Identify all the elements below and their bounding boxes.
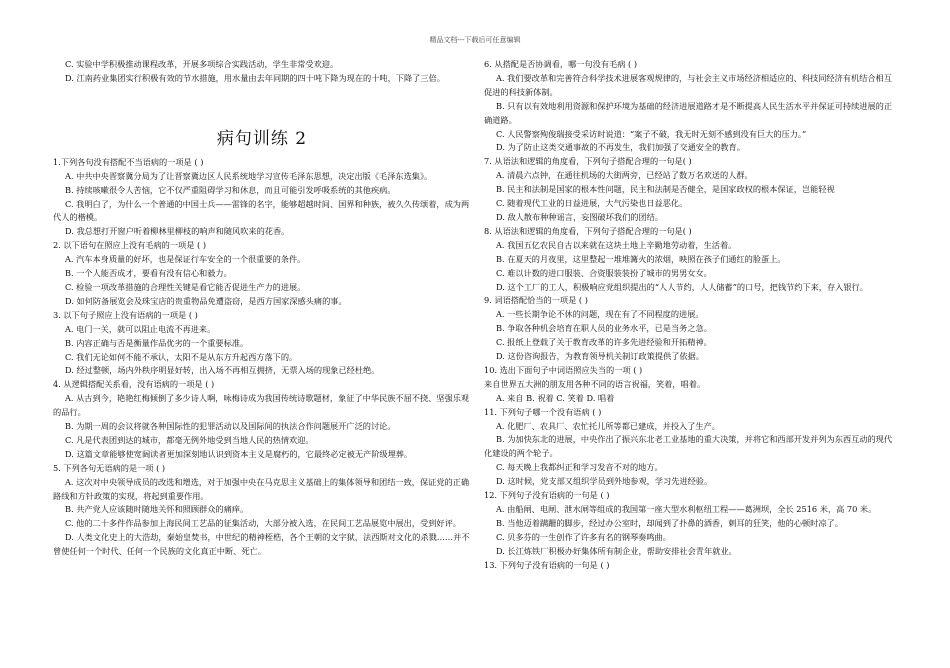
text-line: 6. 从搭配是否协调看，哪一句没有毛病 ( ) <box>484 59 638 69</box>
text-line: D. 人类文化史上的大浩劫，秦始皇焚书，中世纪的精神桎梏，各个王朝的文字狱，法西斯对文化的杀戮……并不曾使任何一个时代、任何一个民族的文化真正中断、死亡。 <box>53 532 470 557</box>
text-line: A. 一些长期争论不休的问题，现在有了不同程度的进展。 <box>496 309 704 320</box>
text-line: C. 我们无论如何不能不承认，太阳不是从东方升起西方落下的。 <box>65 351 298 362</box>
text-line: D. 江南药业集团实行积极有效的节水措施，用水量由去年同期的四十吨下降为现在的十吨，下降了三倍。 <box>65 72 445 83</box>
text-line: B. 在夏天的月夜里，这里整起一堆堆篝火的浓烟，映照在孩子们通红的脸蛋上。 <box>496 253 786 264</box>
text-line: C. 我明白了，为什么一个普通的中国士兵——雷锋的名字，能够超越时间、国界和种族，被久久传颂着，成为两代人的楷模。 <box>53 198 470 223</box>
text-line: 2. 以下语句在照应上没有毛病的一项是 ( ) <box>53 240 207 251</box>
text-line: B. 民主和法制是国家的根本性问题，民主和法制是否健全，是国家政权的根本保证，岂能轻视 <box>496 184 835 195</box>
text-line: C. 难以计数的进口服装、合资服装装扮了城市的男男女女。 <box>496 267 712 278</box>
text-line: A. 从古到今，艳艳红梅倾倒了多少诗人啊，咏梅诗成为我国传统诗歌题材，象征了中华民族不屈不挠、坚强乐观的品行。 <box>53 393 470 418</box>
text-line: C. 随着现代工业的日益进展，大气污染也日益恶化。 <box>496 198 688 209</box>
text-line: 来自世界五大洲的朋友用各种不同的语言祝福，笑着，唱着。 <box>484 378 706 389</box>
text-line: B. 持续咳嗽很令人苦恼，它不仅严重阻碍学习和休息，而且可能引发呼吸系统的其他疾病。 <box>65 184 396 195</box>
text-line: A. 电门一关，就可以阻止电流不再进来。 <box>65 323 216 334</box>
text-line: A. 清晨六点钟，在通往机场的大街两旁，已经站了数万名欢送的人群。 <box>496 170 753 181</box>
text-line: 5. 下列各句无语病的是一项 ( ) <box>53 462 166 473</box>
text-line: A. 这次对中央领导成员的改选和增选，对于加强中央在马克思主义基础上的集体领导和团结一致，保证党的正确路线和方针政策的实现，将起到重要作用。 <box>53 476 470 501</box>
text-line: 7. 从语法和逻辑的角度看，下列句子搭配合理的一句是( ) <box>484 156 692 167</box>
text-line: 11. 下列句子哪一个没有语病 ( ) <box>484 406 602 417</box>
text-line: C. 他的二十多件作品参加上海民间工艺品的征集活动，大部分被入选，在民间工艺品展览中展出，受到好评。 <box>65 518 461 529</box>
right-body-block <box>484 58 896 573</box>
text-line: C. 检验一项改革措施的合理性关键是看它能否促进生产力的进展。 <box>65 281 306 292</box>
text-line: D. 这时候，党支部又组织学员到外地参观，学习先进经验。 <box>496 476 713 487</box>
text-line: C. 实验中学积极推动课程改革，开展多项综合实践活动，学生非常受欢迎。 <box>65 59 339 69</box>
text-line: D. 为了防止这类交通事故的不再发生，我们加强了交通安全的教育。 <box>496 142 745 153</box>
text-line: B. 只有以有效地利用资源和保护环境为基础的经济进展道路才是不断提高人民生活水平并保证可持续进展的正确道路。 <box>484 100 893 125</box>
text-line: A. 我国五亿农民自古以来就在这块土地上辛勤地劳动着，生活着。 <box>496 239 737 250</box>
left-column <box>53 58 471 559</box>
text-line: A. 我们要改革和完善符合科学技术进展客观规律的，与社会主义市场经济相适应的、科技同经济有机结合相互促进的科技新体制。 <box>484 72 892 97</box>
text-line: C. 人民警察殉俊瑞接受采访时说道：“案子不破，我无时无刻不感到没有巨大的压力。” <box>496 128 807 139</box>
text-line: 13. 下列句子没有语病的一句是 ( ) <box>484 559 610 570</box>
left-top-block <box>53 58 471 86</box>
text-line: A. 来自 B. 祝着 C. 笑着 D. 唱着 <box>496 392 615 403</box>
right-column <box>484 58 896 573</box>
text-line: 3. 以下句子照应上没有语病的一项是 ( ) <box>53 309 198 320</box>
text-line: D. 这份咨询报告，为教育领导机关制订政策提供了依据。 <box>496 351 704 362</box>
text-line: D. 这篇文章能够使宽阔读者更加深刻地认识到资本主义是腐朽的，它最终必定被无产阶级埋葬。 <box>65 448 413 459</box>
text-line: 9. 词语搭配恰当的一项是 ( ) <box>484 295 588 306</box>
text-line: D. 我总想打开窗户听着柳林里柳枝的响声和随风吹来的花香。 <box>65 226 290 237</box>
text-line: 10. 选出下面句子中词语照应失当的一项 ( ) <box>484 364 643 375</box>
text-line: 8. 从语法和逻辑的角度看，下列句子搭配合理的一句是( ) <box>484 225 692 236</box>
text-line: 12. 下列句子没有语病的一句是 ( ) <box>484 490 610 501</box>
text-line: C. 报纸上登载了关于教育改革的许多先进经验和开拓精神。 <box>496 337 712 348</box>
text-line: D. 这个工厂的工人，积极响应党组织提出的“人人节约，人人储蓄”的口号，把钱节约下来，存入银行。 <box>496 281 868 292</box>
page-header: 精品文档---下载后可任意编辑 <box>429 36 521 44</box>
section-title: 病句训练 2 <box>216 128 308 149</box>
text-line: B. 为加快东北的进展，中央作出了振兴东北老工业基地的重大决策，并将它和西部开发并列为东西互动的现代化建设的两个轮子。 <box>484 434 893 459</box>
text-line: B. 共产党人应该随时随地关怀和照顾群众的痛痒。 <box>65 504 249 515</box>
text-line: D. 敌人散布种种谣言，妄图破坏我们的团结。 <box>496 211 664 222</box>
text-line: A. 化肥厂、农具厂、农忙托儿所等都已建成，并投入了生产。 <box>496 420 720 431</box>
text-line: D. 如何防备展览会及珠宝店的贵重物品免遭盗窃，是西方国家深感头痛的事。 <box>65 295 347 306</box>
text-line: B. 当他迈着蹒跚的脚步，经过办公室时，却闻到了扑鼻的酒香，刺耳的狂笑，他的心顿时凉了。 <box>496 517 843 528</box>
text-line: B. 一个人能否成才，要看有没有信心和毅力。 <box>65 268 232 279</box>
text-line: B. 内容正确与否是衡量作品优劣的一个重要标准。 <box>65 337 249 348</box>
text-line: A. 由船闸、电闸、泄水闸等组成的我国第一座大型水利枢纽工程——葛洲坝，全长 2516 米，高 70 米。 <box>496 504 877 514</box>
text-line: D. 长江炼铁厂积极办好集体所有制企业，帮助安排社会青年就业。 <box>496 545 737 556</box>
text-line: C. 每天晚上我都纠正和学习发音不对的地方。 <box>496 462 663 473</box>
left-body-block <box>53 156 471 559</box>
text-line: C. 贝多芬的一生创作了许多有名的钢琴奏鸣曲。 <box>496 531 671 542</box>
text-line: 4. 从逻辑搭配关系看，没有语病的一项是 ( ) <box>53 379 215 390</box>
text-line: D. 经过整顿，场内外秩序明显好转，出入场不再相互拥挤，无票入场的现象已经杜绝。 <box>65 365 380 376</box>
text-line: B. 为期一周的会议将就各种国际性的犯罪活动以及国际间的执法合作问题展开广泛的讨论。 <box>65 421 396 432</box>
text-line: A. 汽车本身质量的好坏，也是保证行车安全的一个很重要的条件。 <box>65 254 306 265</box>
text-line: 1.下列各句没有搭配不当语病的一项是 ( ) <box>53 156 204 167</box>
text-line: C. 凡是代表团到达的城市，都毫无例外地受到当地人民的热情欢迎。 <box>65 434 314 445</box>
text-line: A. 中共中央晋察冀分局为了让晋察冀边区人民系统地学习宣传毛泽东思想，决定出版《毛泽东选集》。 <box>65 170 433 181</box>
text-line: B. 争取各种机会培育在职人员的业务水平，已是当务之急。 <box>496 323 712 334</box>
